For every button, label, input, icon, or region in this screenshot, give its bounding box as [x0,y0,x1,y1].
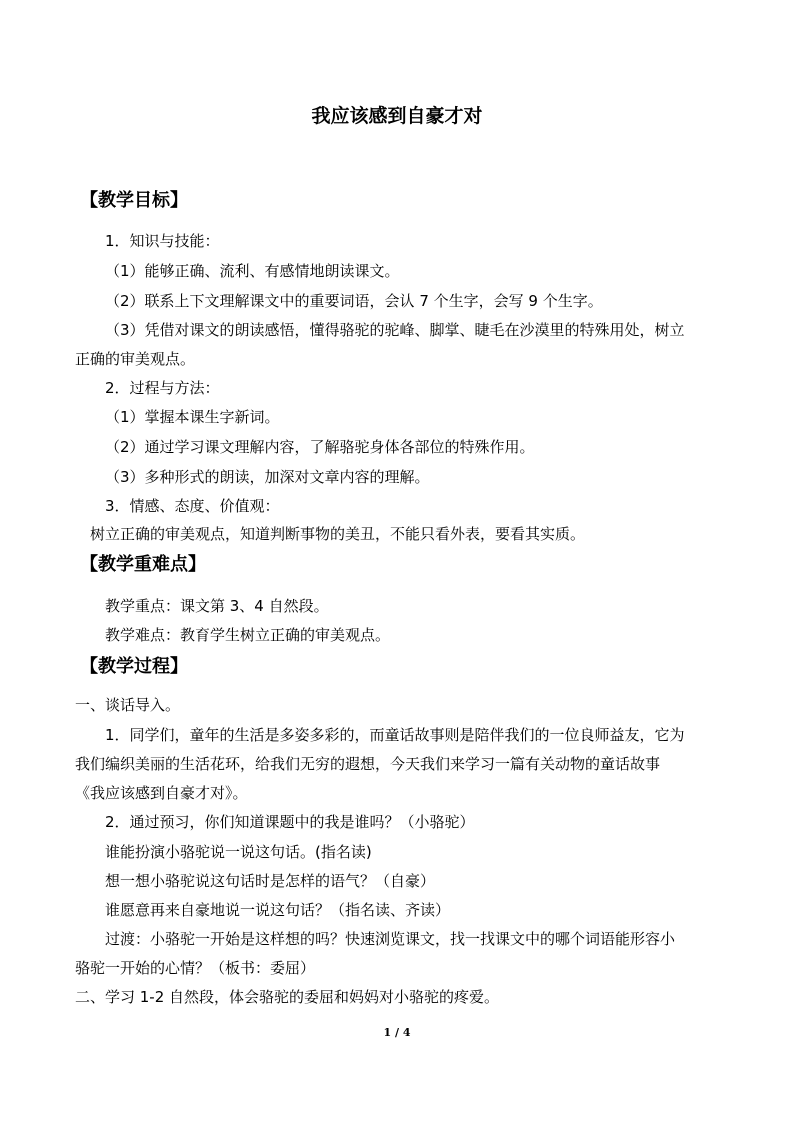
paragraph-line: （1）掌握本课生字新词。 [105,408,280,426]
paragraph-line: （3）凭借对课文的朗读感悟，懂得骆驼的驼峰、脚掌、睫毛在沙漠里的特殊用处，树立 [105,321,685,339]
paragraph-line: 《我应该感到自豪才对》。 [75,784,248,802]
page-number: 1 / 4 [383,1026,411,1039]
heading-objectives: 【教学目标】 [80,190,188,211]
paragraph-line: 教学重点：课文第 3、4 自然段。 [105,597,329,615]
paragraph-line: 2．通过预习，你们知道课题中的我是谁吗？（小骆驼） [105,813,475,831]
paragraph-line: （2）联系上下文理解课文中的重要词语，会认 7 个生字，会写 9 个生字。 [105,292,603,310]
paragraph-line: 教学难点：教育学生树立正确的审美观点。 [105,626,391,644]
paragraph-line: 3．情感、态度、价值观： [105,497,280,515]
heading-keypoints: 【教学重难点】 [80,554,206,575]
paragraph-line: 骆驼一开始的心情？（板书：委屈） [75,959,316,977]
paragraph-line: 1．同学们，童年的生活是多姿多彩的，而童话故事则是陪伴我们的一位良师益友，它为 [105,726,685,744]
paragraph-line: （1）能够正确、流利、有感情地朗读课文。 [105,262,400,280]
paragraph-line: （2）通过学习课文理解内容，了解骆驼身体各部位的特殊作用。 [105,438,535,456]
paragraph-line: 一、谈话导入。 [75,696,181,714]
paragraph-line: 想一想小骆驼说这句话时是怎样的语气？（自豪） [105,872,436,890]
paragraph-line: 谁能扮演小骆驼说一说这句话。(指名读) [105,843,372,861]
paragraph-line: 过渡：小骆驼一开始是这样想的吗？快速浏览课文，找一找课文中的哪个词语能形容小 [105,930,676,948]
paragraph-line: 树立正确的审美观点，知道判断事物的美丑，不能只看外表，要看其实质。 [90,525,586,543]
paragraph-line: 二、学习 1-2 自然段，体会骆驼的委屈和妈妈对小骆驼的疼爱。 [75,988,500,1006]
heading-process: 【教学过程】 [80,656,188,677]
document-title: 我应该感到自豪才对 [311,105,483,127]
paragraph-line: 1．知识与技能： [105,232,220,250]
paragraph-line: 我们编织美丽的生活花环，给我们无穷的遐想，今天我们来学习一篇有关动物的童话故事 [75,755,661,773]
paragraph-line: 正确的审美观点。 [75,350,196,368]
paragraph-line: （3）多种形式的朗读，加深对文章内容的理解。 [105,468,430,486]
paragraph-line: 谁愿意再来自豪地说一说这句话？（指名读、齐读） [105,901,451,919]
paragraph-line: 2．过程与方法： [105,379,220,397]
